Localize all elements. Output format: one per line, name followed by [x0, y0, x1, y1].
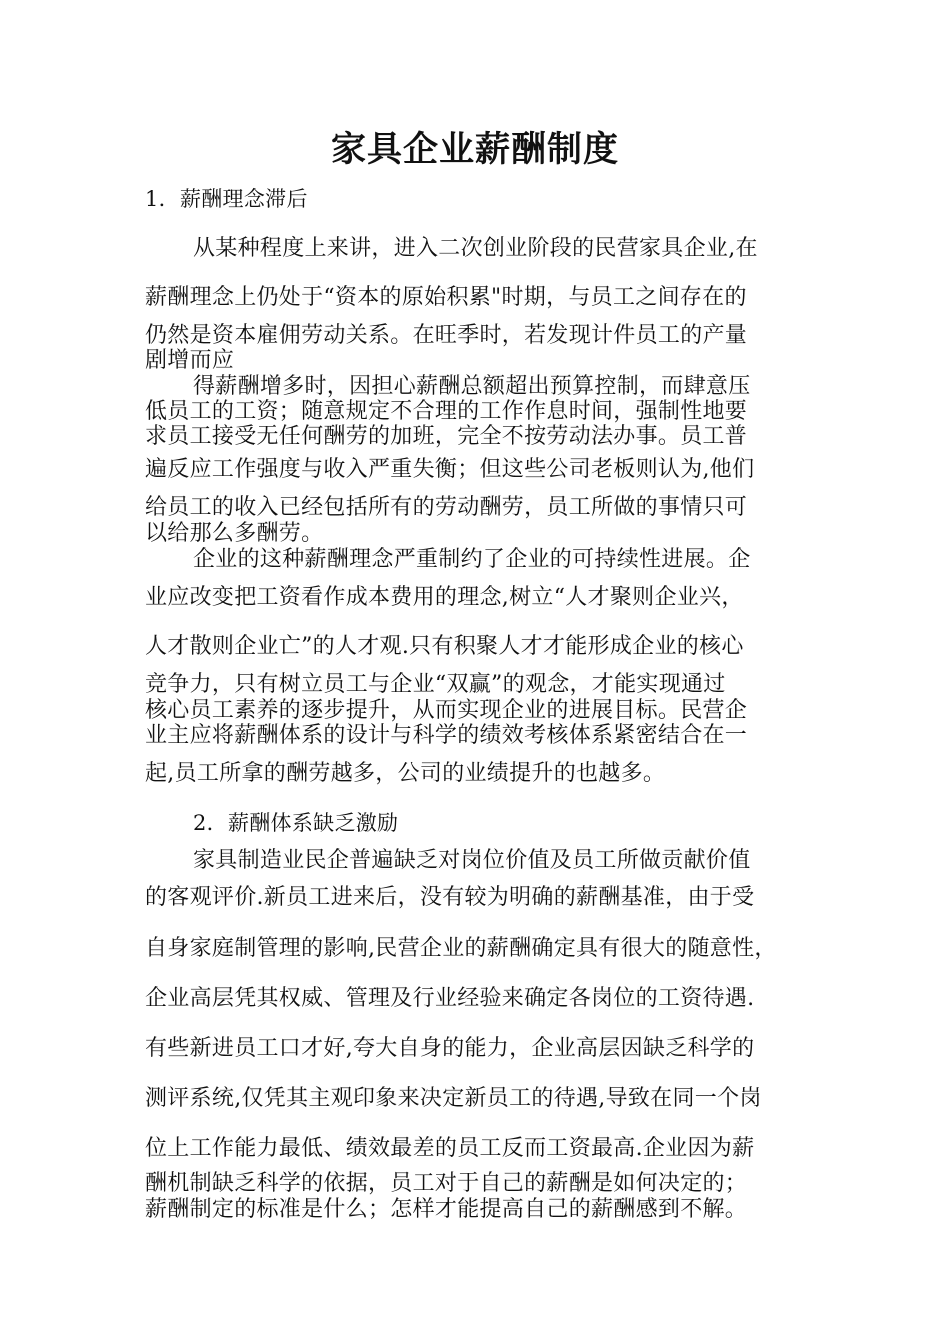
paragraph-line: 求员工接受无任何酬劳的加班，完全不按劳动法办事。员工普 [145, 424, 748, 449]
paragraph-line: 仍然是资本雇佣劳动关系。在旺季时，若发现计件员工的产量 [145, 323, 748, 348]
paragraph-line: 以给那么多酬劳。 [145, 521, 324, 546]
paragraph-line: 起,员工所拿的酬劳越多，公司的业绩提升的也越多。 [145, 761, 666, 786]
paragraph-line: 家具制造业民企普遍缺乏对岗位价值及员工所做贡献价值 [193, 848, 751, 873]
paragraph-line: 业主应将薪酬体系的设计与科学的绩效考核体系紧密结合在一 [145, 723, 748, 748]
paragraph-line: 竞争力，只有树立员工与企业“双赢”的观念，才能实现通过 [145, 672, 726, 697]
paragraph-line: 低员工的工资；随意规定不合理的工作作息时间，强制性地要 [145, 399, 748, 424]
section-2-heading: 2．薪酬体系缺乏激励 [193, 811, 399, 835]
paragraph-line: 企业高层凭其权威、管理及行业经验来确定各岗位的工资待遇. [145, 986, 755, 1011]
paragraph-line: 人才散则企业亡”的人才观.只有积聚人才才能形成企业的核心 [145, 634, 744, 659]
paragraph-line: 剧增而应 [145, 348, 235, 373]
paragraph-line: 自身家庭制管理的影响,民营企业的薪酬确定具有很大的随意性， [145, 936, 777, 961]
paragraph-line: 位上工作能力最低、绩效最差的员工反而工资最高.企业因为薪 [145, 1136, 755, 1161]
paragraph-line: 核心员工素养的逐步提升，从而实现企业的进展目标。民营企 [145, 698, 748, 723]
section-1-heading: 1．薪酬理念滞后 [145, 187, 308, 211]
paragraph-line: 酬机制缺乏科学的依据，员工对于自己的薪酬是如何决定的； [145, 1171, 748, 1196]
document-title: 家具企业薪酬制度 [330, 129, 619, 170]
paragraph-line: 得薪酬增多时，因担心薪酬总额超出预算控制，而肆意压 [193, 374, 751, 399]
paragraph-line: 业应改变把工资看作成本费用的理念,树立“人才聚则企业兴， [145, 585, 744, 610]
paragraph-line: 给员工的收入已经包括所有的劳动酬劳，员工所做的事情只可 [145, 495, 748, 520]
paragraph-line: 薪酬制定的标准是什么；怎样才能提高自己的薪酬感到不解。 [145, 1197, 748, 1222]
paragraph-line: 企业的这种薪酬理念严重制约了企业的可持续性进展。企 [193, 547, 751, 572]
paragraph-line: 的客观评价.新员工进来后，没有较为明确的薪酬基准，由于受 [145, 885, 755, 910]
paragraph-line: 遍反应工作强度与收入严重失衡；但这些公司老板则认为,他们 [145, 457, 755, 482]
paragraph-line: 薪酬理念上仍处于“资本的原始积累"时期，与员工之间存在的 [145, 285, 747, 310]
paragraph-line: 有些新进员工口才好,夸大自身的能力，企业高层因缺乏科学的 [145, 1036, 755, 1061]
paragraph-line: 测评系统,仅凭其主观印象来决定新员工的待遇,导致在同一个岗 [145, 1086, 762, 1111]
paragraph-line: 从某种程度上来讲，进入二次创业阶段的民营家具企业,在 [193, 236, 758, 261]
